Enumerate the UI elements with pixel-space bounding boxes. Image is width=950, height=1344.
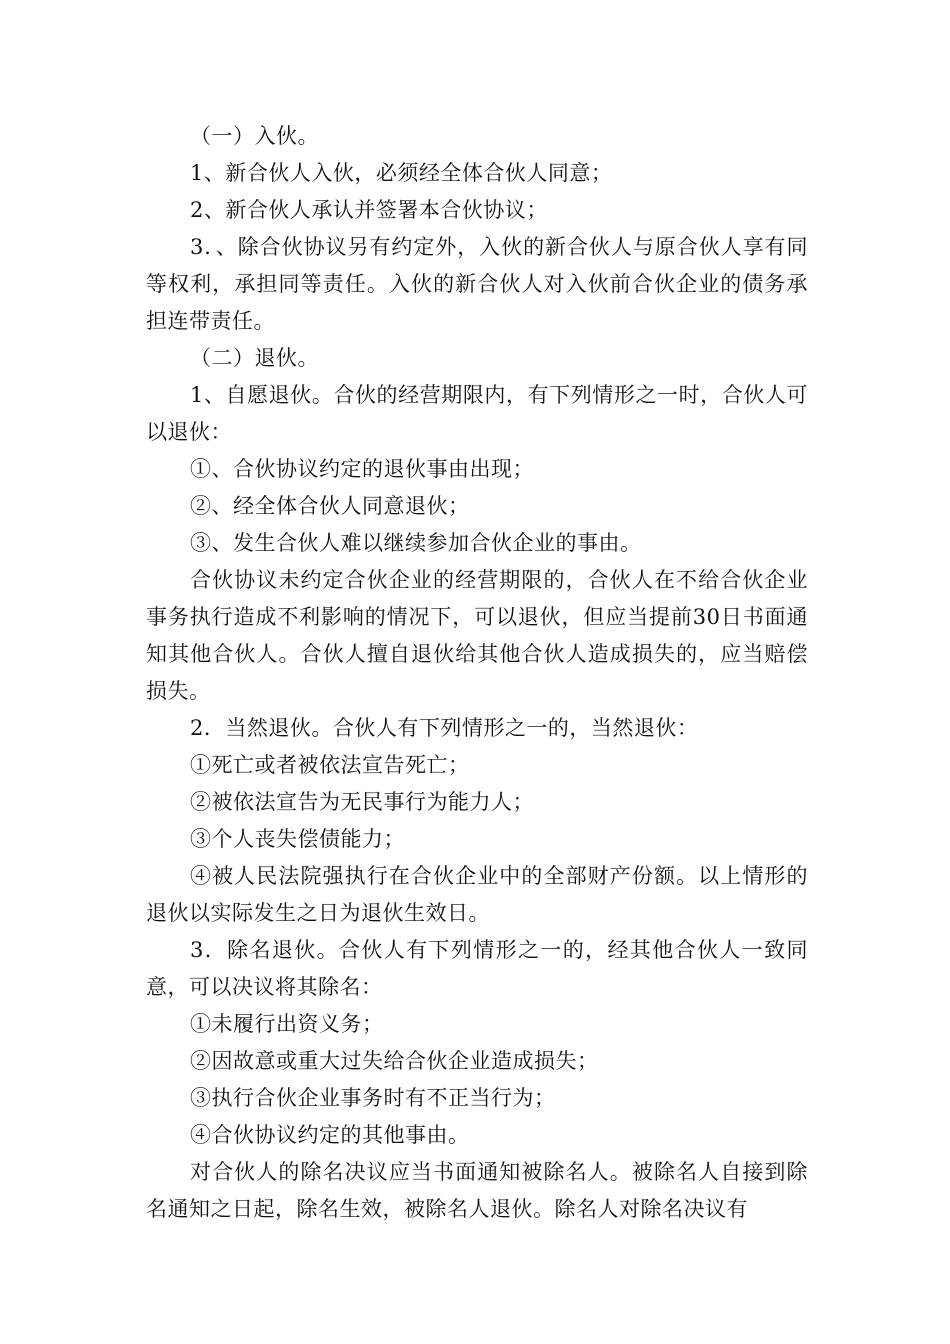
expulsion-clause: 3．除名退伙。合伙人有下列情形之一的，经其他合伙人一致同意，可以决议将其除名： — [146, 938, 808, 999]
expulsion-item-2: ②因故意或重大过失给合伙企业造成损失； — [190, 1049, 599, 1073]
automatic-withdrawal-item-2: ②被依法宣告为无民事行为能力人； — [190, 790, 534, 814]
voluntary-withdrawal-item-1: ①、合伙协议约定的退伙事由出现； — [190, 457, 534, 481]
expulsion-item-4: ④合伙协议约定的其他事由。 — [190, 1123, 470, 1147]
unspecified-term-withdrawal-paragraph: 合伙协议未约定合伙企业的经营期限的，合伙人在不给合伙企业事务执行造成不利影响的情况下，可以退伙，但应当提前30日书面通知其他合伙人。合伙人擅自退伙给其他合伙人造成损失的，应当赔偿损失。 — [146, 568, 808, 703]
voluntary-withdrawal-clause: 1、自愿退伙。合伙的经营期限内，有下列情形之一时，合伙人可以退伙： — [146, 383, 808, 444]
section-heading-withdrawal: （二）退伙。 — [190, 346, 319, 370]
voluntary-withdrawal-item-3: ③、发生合伙人难以继续参加合伙企业的事由。 — [190, 531, 642, 555]
section-heading-joining: （一）入伙。 — [190, 124, 319, 148]
expulsion-item-1: ①未履行出资义务； — [190, 1012, 384, 1036]
automatic-withdrawal-item-3: ③个人丧失偿债能力； — [190, 827, 405, 851]
automatic-withdrawal-item-1: ①死亡或者被依法宣告死亡； — [190, 753, 470, 777]
expulsion-item-3: ③执行合伙企业事务时有不正当行为； — [190, 1086, 556, 1110]
joining-clause-3: 3．、除合伙协议另有约定外，入伙的新合伙人与原合伙人享有同等权利，承担同等责任。入伙的新合伙人对入伙前合伙企业的债务承担连带责任。 — [146, 235, 808, 333]
joining-clause-1: 1、新合伙人入伙，必须经全体合伙人同意； — [190, 161, 613, 185]
automatic-withdrawal-clause: 2．当然退伙。合伙人有下列情形之一的，当然退伙： — [190, 716, 699, 740]
joining-clause-2: 2、新合伙人承认并签署本合伙协议； — [190, 198, 548, 222]
expulsion-notice-paragraph: 对合伙人的除名决议应当书面通知被除名人。被除名人自接到除名通知之日起，除名生效，被除名人退伙。除名人对除名决议有 — [146, 1160, 808, 1221]
voluntary-withdrawal-item-2: ②、经全体合伙人同意退伙； — [190, 494, 470, 518]
automatic-withdrawal-item-4: ④被人民法院强执行在合伙企业中的全部财产份额。以上情形的退伙以实际发生之日为退伙生效日。 — [146, 864, 808, 925]
document-body — [146, 118, 808, 1228]
